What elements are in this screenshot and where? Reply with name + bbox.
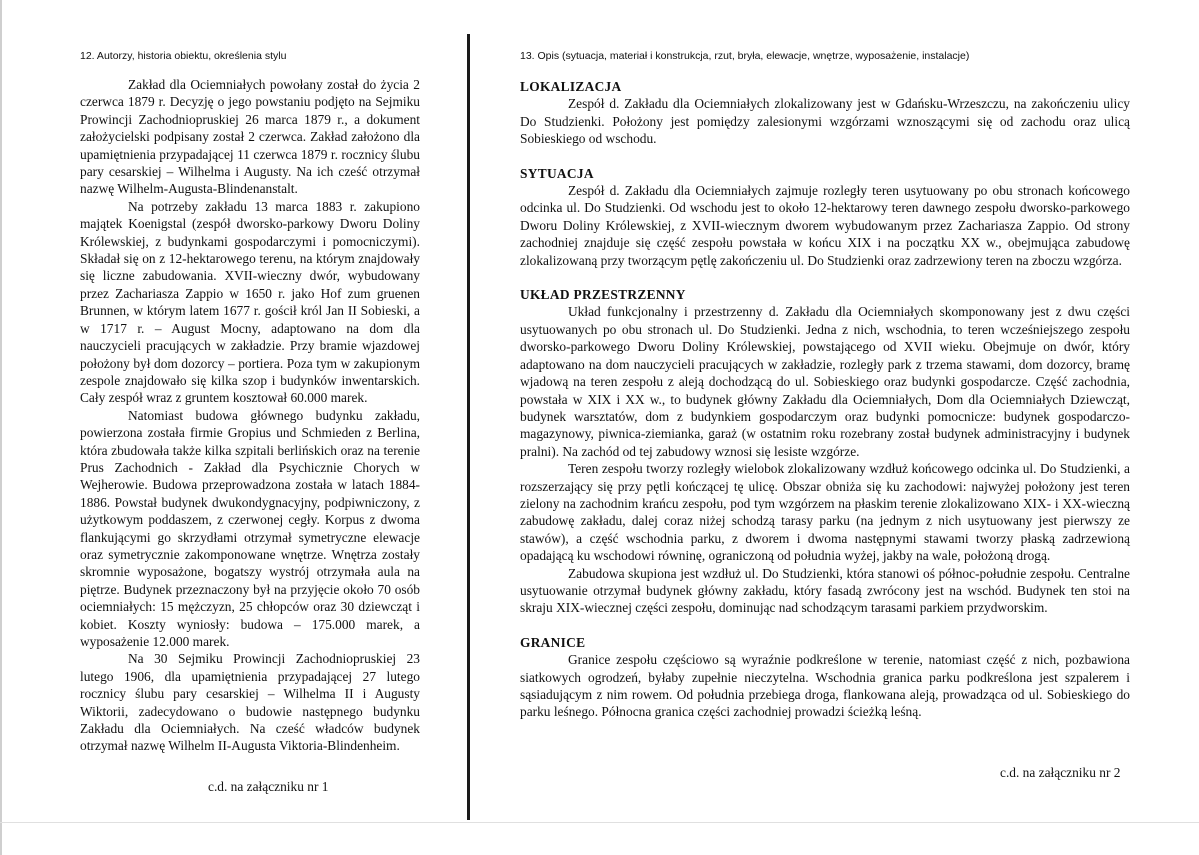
right-continuation-note: c.d. na załączniku nr 2	[1000, 765, 1121, 780]
section-title-lokalizacja: LOKALIZACJA	[520, 79, 622, 94]
section-paragraph: Układ funkcjonalny i przestrzenny d. Zakładu dla Ociemniałych skomponowany jest z dwu części usytuowanych po obu stronach ul. Do Studzienki. Jedna z nich, wschodnia, to teren wcześniejszego zespołu dworsko-parkowego Dworu Doliny Królewskiej, powstającego od XVII wieku. Obejmuje on dwór, który adaptowano na dom nauczycieli pracujących w zakładzie, rozległy park z trzema stawami, dom dozorcy, bramę wjadową na teren zespołu z aleją dochodzącą do ul. Sobieskiego oraz budynki gospodarcze. Część zachodnia, powstała w XIX i XX w., to budynek główny Zakładu dla Ociemniałych, Dom dla Ociemniałych Dziewcząt, budynek warsztatów, dom z budynkiem gospodarczym oraz budynki pomocnicze: budynek gospodarczo-magazynowy, piwnica-ziemianka, garaż (w ostatnim roku rozebrany został budynek administracyjny i budynek pralni). Na zachód od tej zabudowy wznosi się lesiste wzgórze.	[520, 304, 1130, 459]
section-title-uklad-przestrzenny: UKŁAD PRZESTRZENNY	[520, 287, 686, 303]
section-gap	[520, 269, 1130, 286]
left-paragraph: Natomiast budowa głównego budynku zakładu, powierzona została firmie Gropius und Schmieden z Berlina, która zbudowała także kilka szpitali berlińskich oraz na terenie Prus Zachodnich - Zakład dla Psychicznie Chorych w Wejherowie. Budowa przeprowadzona została w latach 1884-1886. Powstał budynek dwukondygnacyjny, podpiwniczony, z użytkowym poddaszem, z czerwonej cegły. Korpus z dwoma flankującymi go skrzydłami otrzymał symetryczne elewacje oraz symetrycznie zakomponowane wnętrze. Wnętrza zostały skromnie wyposażone, bogatszy wystrój otrzymała aula na piętrze. Budynek przeznaczony był na przyjęcie około 70 osób ociemniałych: 15 mężczyzn, 25 chłopców oraz 30 dziewcząt i kobiet. Koszty wyniosły: budowa – 175.000 marek, a wyposażenie 12.000 marek.	[80, 407, 420, 649]
scan-bottom-edge	[0, 822, 1199, 823]
right-section-header: 13. Opis (sytuacja, materiał i konstrukcja, rzut, bryła, elewacje, wnętrze, wyposażenie, instalacje)	[520, 50, 970, 62]
section-paragraph: Zespół d. Zakładu dla Ociemniałych zajmuje rozległy teren usytuowany po obu stronach końcowego odcinka ul. Do Studzienki. Od wschodu jest to około 12-hektarowy teren dawnego zespołu dworsko-parkowego Dworu Doliny Królewskiej, z XVII-wiecznym dworem wybudowanym przez Zachariasza Zappio. Od strony zachodniej znajduje się część zespołu powstała w końcu XIX i na początku XX w., obejmująca zabudowę zlokalizowaną przy tworzącym pętlę zakończeniu ul. Do Studzienki oraz zadrzewiony teren na zboczu wzgórza.	[520, 183, 1130, 268]
section-gap	[520, 617, 1130, 634]
section-gap	[520, 148, 1130, 165]
left-paragraph: Na 30 Sejmiku Prowincji Zachodniopruskiej 23 lutego 1906, dla upamiętnienia przypadającej 27 lutego rocznicy ślubu pary cesarskiej – Wilhelma II i Augusty Wiktorii, zadecydowano o budowie następnego budynku Zakładu dla Ociemniałych. Na cześć władców budynek otrzymał nazwę Wilhelm II-Augusta Viktoria-Blindenheim.	[80, 651, 420, 754]
section-paragraph: Teren zespołu tworzy rozległy wielobok zlokalizowany wzdłuż końcowego odcinka ul. Do Studzienki, a rozszerzający się przy pętli kończącej tę ulicę. Obszar obniża się ku zachodowi: najwyżej położony jest teren zielony na zachodnim krańcu zespołu, pod tym wzgórzem na płaskim terenie zlokalizowano XIX- i XX-wieczną zabudowę zakładu, dalej coraz niżej schodzą tarasy parku (na jednym z nich usytuowany jest pierwszy ze stawów), a część wschodnia parku, z dworem i dwoma następnymi stawami tworzy płaską zadrzewioną opadającą ku wschodowi równinę, ograniczoną od południa wyżej, jakby na wale, położoną drogą.	[520, 461, 1130, 564]
section-paragraph: Granice zespołu częściowo są wyraźnie podkreślone w terenie, natomiast część z nich, pozbawiona siatkowych ogrodzeń, byłaby zupełnie nieczytelna. Wschodnia granica parku podkreślona jest szpalerem i sąsiadującym z nim rowem. Od południa przebiega droga, flankowana aleją, prowadząca od ul. Sobieskiego do parku leśnego. Północna granica części zachodniej prowadzi ścieżką leśną.	[520, 652, 1130, 720]
right-body	[520, 78, 1130, 721]
section-paragraph: Zespół d. Zakładu dla Ociemniałych zlokalizowany jest w Gdańsku-Wrzeszczu, na zakończeniu ulicy Do Studzienki. Położony jest pomiędzy zalesionymi wzgórzami wznoszącymi się od zachodu oraz ulicą Sobieskiego od wschodu.	[520, 96, 1130, 147]
section-title-granice: GRANICE	[520, 634, 586, 650]
section-paragraph: Zabudowa skupiona jest wzdłuż ul. Do Studzienki, która stanowi oś północ-południe zespołu. Centralne usytuowanie otrzymał budynek główny zakładu, który fasadą zwrócony jest na wschód. Budynek ten stoi na skraju XIX-wiecznej części zespołu, dominując nad schodzącym tarasami parkiem przydworskim.	[520, 565, 1130, 616]
left-section-header: 12. Autorzy, historia obiektu, określenia stylu	[80, 50, 287, 62]
scan-edge	[0, 0, 2, 855]
left-continuation-note: c.d. na załączniku nr 1	[208, 779, 329, 794]
left-paragraph: Na potrzeby zakładu 13 marca 1883 r. zakupiono majątek Koenigstal (zespół dworsko-parkowy Dworu Doliny Królewskiej, z budynkami gospodarczymi i pomocniczymi). Składał się on z 12-hektarowego terenu, na którym znajdowały się liczne zabudowania. XVII-wieczny dwór, wybudowany przez Zachariasza Zappio w 1650 r. jako Hof zum gruenen Brunnen, w którym latem 1677 r. gościł król Jan II Sobieski, a w 1717 r. – August Mocny, adaptowano na dom dla nauczycieli pracujących w zakładzie. Przy bramie wjazdowej położony był dom dozorcy – portiera. Poza tym w zakupionym zespole znajdowało się kilka szop i budynków inwentarskich. Cały zespół wraz z gruntem kosztował 60.000 marek.	[80, 198, 420, 406]
column-divider	[467, 34, 470, 820]
left-paragraph: Zakład dla Ociemniałych powołany został do życia 2 czerwca 1879 r. Decyzję o jego powstaniu podjęto na Sejmiku Prowincji Zachodniopruskiej 26 marca 1879 r., a dokument założycielski podpisany został 2 czerwca. Zakład założono dla upamiętnienia przypadającej 11 czerwca 1879 r. rocznicy ślubu pary cesarskiej – Wilhelma i Augusty. Na ich cześć otrzymał nazwę Wilhelm-Augusta-Blindenanstalt.	[80, 77, 420, 197]
left-body	[80, 76, 420, 755]
section-title-sytuacja: SYTUACJA	[520, 165, 594, 181]
